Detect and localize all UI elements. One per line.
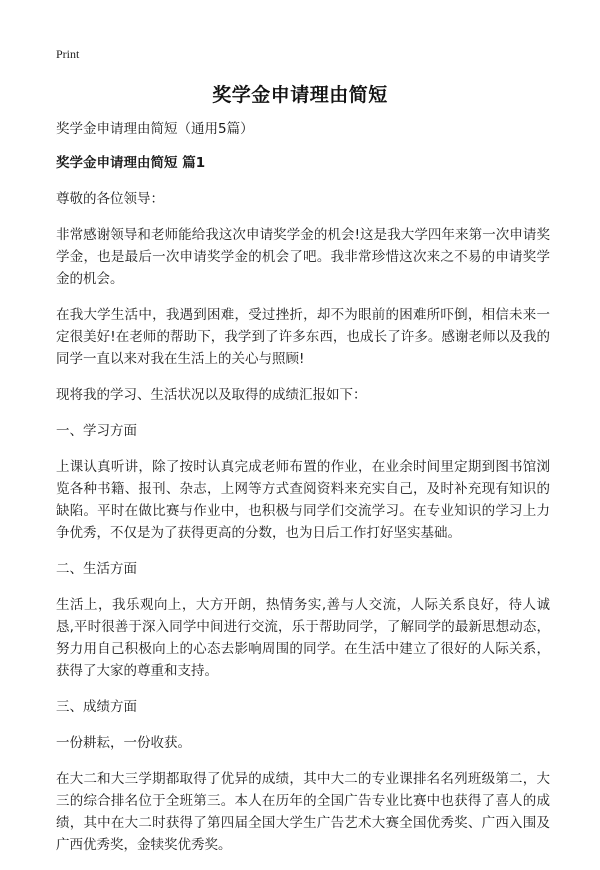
paragraph: 非常感谢领导和老师能给我这次申请奖学金的机会!这是我大学四年来第一次申请奖学金，也是最后一次申请奖学金的机会了吧。我非常珍惜这次来之不易的申请奖学金的机会。 xyxy=(56,227,550,287)
subsection-heading-life: 二、生活方面 xyxy=(56,561,137,577)
salutation: 尊敬的各位领导： xyxy=(56,191,164,207)
paragraph: 在大二和大三学期都取得了优异的成绩，其中大二的专业课排名名列班级第二，大三的综合排名位于全班第三。本人在历年的全国广告专业比赛中也获得了喜人的成绩，其中在大二时获得了第四届全国大学生广告艺术大赛全国优秀奖、广西入围及广西优秀奖，金犊奖优秀奖。 xyxy=(56,771,550,853)
paragraph: 一份耕耘，一份收获。 xyxy=(56,735,191,751)
section-heading: 奖学金申请理由简短 篇1 xyxy=(56,155,206,171)
article-body xyxy=(56,118,550,870)
subsection-heading-grades: 三、成绩方面 xyxy=(56,699,137,715)
paragraph: 生活上，我乐观向上，大方开朗，热情务实,善与人交流，人际关系良好，待人诚恳,平时很善于深入同学中间进行交流，乐于帮助同学，了解同学的最新思想动态，努力用自己积极向上的心态去影响周围的同学。在生活中建立了很好的人际关系，获得了大家的尊重和支持。 xyxy=(56,597,550,679)
print-link[interactable]: Print xyxy=(56,47,80,61)
paragraph: 现将我的学习、生活状况以及取得的成绩汇报如下： xyxy=(56,387,367,403)
subsection-heading-study: 一、学习方面 xyxy=(56,423,137,439)
article-subtitle: 奖学金申请理由简短（通用5篇） xyxy=(56,121,254,137)
paragraph: 上课认真听讲，除了按时认真完成老师布置的作业，在业余时间里定期到图书馆浏览各种书籍、报刊、杂志，上网等方式查阅资料来充实自己，及时补充现有知识的缺陷。平时在做比赛与作业中，也积极与同学们交流学习。在专业知识的学习上力争优秀，不仅是为了获得更高的分数，也为日后工作打好坚实基础。 xyxy=(56,459,550,541)
paragraph: 在我大学生活中，我遇到困难，受过挫折，却不为眼前的困难所吓倒，相信未来一定很美好!在老师的帮助下，我学到了许多东西，也成长了许多。感谢老师以及我的同学一直以来对我在生活上的关心与照顾! xyxy=(56,307,550,367)
page-title: 奖学金申请理由简短 xyxy=(212,84,388,106)
